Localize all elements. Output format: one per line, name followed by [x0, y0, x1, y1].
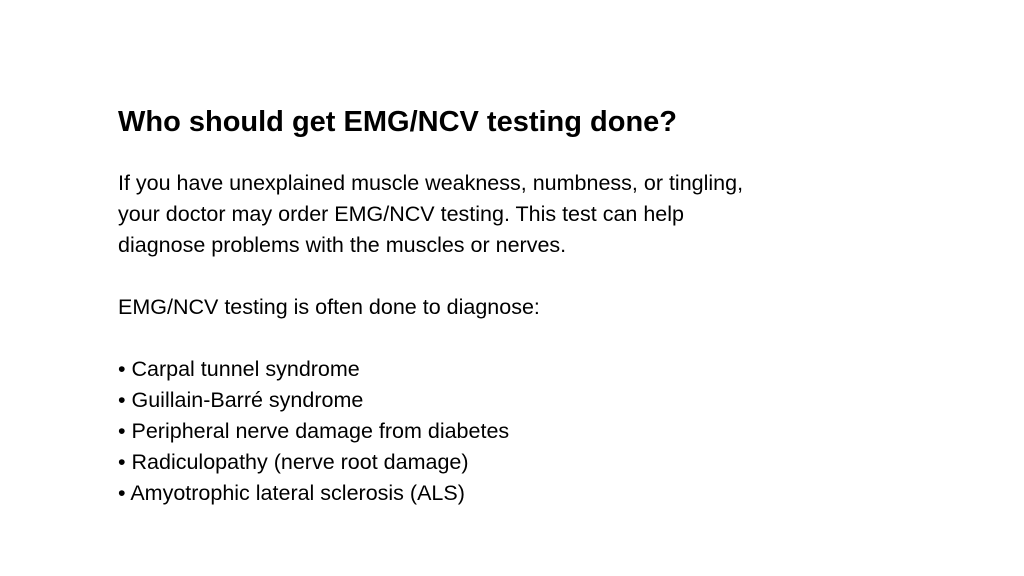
slide-title: Who should get EMG/NCV testing done? [118, 106, 678, 138]
intro-line: diagnose problems with the muscles or nerves. [118, 233, 567, 257]
list-item: • Radiculopathy (nerve root damage) [118, 450, 469, 474]
slide-body [118, 168, 908, 509]
intro-line: your doctor may order EMG/NCV testing. This test can help [118, 202, 685, 226]
spacer [118, 323, 908, 354]
spacer [118, 261, 908, 292]
list-item: • Guillain-Barré syndrome [118, 388, 364, 412]
list-item: • Peripheral nerve damage from diabetes [118, 419, 510, 443]
intro-paragraph [118, 168, 908, 261]
condition-list [118, 354, 908, 509]
list-item: • Carpal tunnel syndrome [118, 357, 360, 381]
intro-line: If you have unexplained muscle weakness, numbness, or tingling, [118, 171, 744, 195]
list-item: • Amyotrophic lateral sclerosis (ALS) [118, 481, 465, 505]
lead-in-text: EMG/NCV testing is often done to diagnose: [118, 295, 540, 319]
